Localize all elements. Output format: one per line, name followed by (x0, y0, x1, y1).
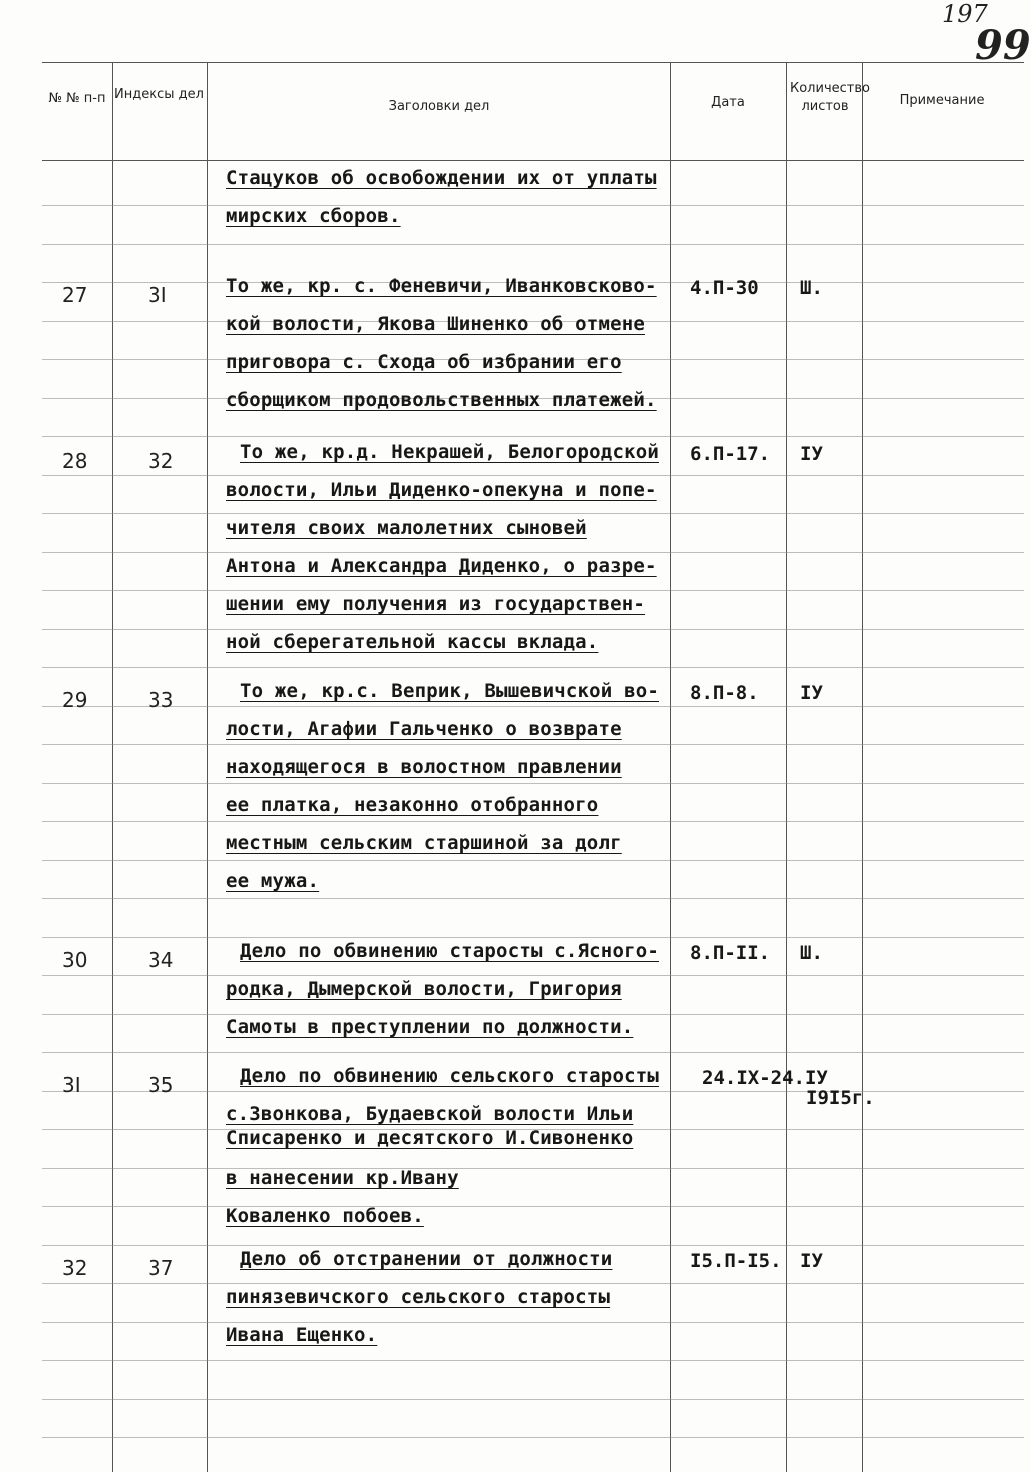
ruled-line (42, 1091, 1024, 1092)
header-date: Дата (711, 95, 745, 110)
entry-number: 3I (62, 1073, 81, 1097)
table-top-border (42, 62, 1024, 63)
entry-title-line: родка, Дымерской волости, Григория (226, 978, 622, 1000)
entry-title-line: Коваленко побоев. (226, 1205, 424, 1227)
ruled-line (42, 629, 1024, 630)
entry-number: 32 (62, 1256, 88, 1280)
entry-number: 27 (62, 283, 88, 307)
column-divider (670, 62, 671, 1472)
entry-title-line: То же, кр.с. Веприк, Вышевичской во- (240, 680, 660, 702)
entry-title-line: ее платка, незаконно отобранного (226, 794, 599, 816)
ruled-line (42, 436, 1024, 437)
header-note: Примечание (899, 93, 985, 108)
entry-title-line: в нанесении кр.Ивану (226, 1167, 459, 1189)
ruled-line (42, 244, 1024, 245)
entry-index: 37 (148, 1256, 174, 1280)
header-index: Индексы дел (114, 87, 204, 102)
ruled-line (42, 1283, 1024, 1284)
ruled-line (42, 513, 1024, 514)
ruled-line (42, 975, 1024, 976)
entry-date: 8.П-8. (690, 682, 759, 704)
ruled-line (42, 590, 1024, 591)
ruled-line (42, 552, 1024, 553)
entry-title-line: Стацуков об освобождении их от уплаты (226, 167, 657, 189)
ruled-line (42, 1399, 1024, 1400)
entry-number: 28 (62, 449, 88, 473)
entry-title-line: пинязевичского сельского старосты (226, 1286, 611, 1308)
ruled-line (42, 1014, 1024, 1015)
ruled-line (42, 706, 1024, 707)
entry-title-line: с.Звонкова, Будаевской волости Ильи (226, 1103, 634, 1125)
entry-title-line: волости, Ильи Диденко-опекуна и попе- (226, 479, 657, 501)
column-divider (207, 62, 208, 1472)
entry-date: 24.IX-24.IУ (702, 1067, 828, 1089)
entry-date: 4.П-30 (690, 277, 759, 299)
ruled-line (42, 1168, 1024, 1169)
entry-title-line: ной сберегательной кассы вклада. (226, 631, 599, 653)
entry-sheet-count: Ш. (800, 942, 823, 964)
entry-date: I5.П-I5. (690, 1250, 782, 1272)
header-num: № № п-п (48, 91, 106, 106)
entry-title-line: То же, кр. с. Феневичи, Иванковсково- (226, 275, 657, 297)
entry-title-line: сборщиком продовольственных платежей. (226, 389, 657, 411)
entry-title-line: шении ему получения из государствен- (226, 593, 646, 615)
entry-title-line: Самоты в преступлении по должности. (226, 1016, 634, 1038)
entry-title-line: Антона и Александра Диденко, о разре- (226, 555, 657, 577)
entry-title-line: чителя своих малолетних сыновей (226, 517, 587, 539)
entry-sheet-count: IУ (800, 1250, 823, 1272)
ruled-line (42, 1052, 1024, 1053)
entry-title-line: Дело по обвинению старосты с.Ясного- (240, 940, 660, 962)
ruled-line (42, 475, 1024, 476)
entry-sheet-count: Ш. (800, 277, 823, 299)
entry-index: 35 (148, 1073, 174, 1097)
entry-number: 29 (62, 688, 88, 712)
folio-number-large: 99 (975, 22, 1031, 69)
ruled-line (42, 205, 1024, 206)
entry-title-line: Дело об отстранении от должности (240, 1248, 613, 1270)
ruled-line (42, 860, 1024, 861)
entry-title-line: Дело по обвинению сельского старосты (240, 1065, 660, 1087)
ruled-line (42, 744, 1024, 745)
entry-title-line: лости, Агафии Гальченко о возврате (226, 718, 622, 740)
entry-index: 3I (148, 283, 167, 307)
column-divider (862, 62, 863, 1472)
entry-date-year: I9I5г. (806, 1087, 875, 1109)
column-divider (786, 62, 787, 1472)
ruled-line (42, 1245, 1024, 1246)
ruled-line (42, 1322, 1024, 1323)
column-divider (112, 62, 113, 1472)
ruled-line (42, 1360, 1024, 1361)
entry-title-line: кой волости, Якова Шиненко об отмене (226, 313, 646, 335)
entry-index: 34 (148, 948, 174, 972)
entry-title-line: местным сельским старшиной за долг (226, 832, 622, 854)
ruled-line (42, 937, 1024, 938)
entry-title-line: ее мужа. (226, 870, 320, 892)
entry-title-line: мирских сборов. (226, 205, 401, 227)
entry-title-line: Списаренко и десятского И.Сивоненко (226, 1127, 634, 1149)
ruled-line (42, 1437, 1024, 1438)
header-titles: Заголовки дел (388, 99, 490, 114)
entry-title-line: приговора с. Схода об избрании его (226, 351, 622, 373)
ruled-line (42, 667, 1024, 668)
ruled-line (42, 1206, 1024, 1207)
entry-index: 32 (148, 449, 174, 473)
entry-date: 6.П-17. (690, 443, 771, 465)
entry-number: 30 (62, 948, 88, 972)
entry-index: 33 (148, 688, 174, 712)
ruled-line (42, 898, 1024, 899)
entry-title-line: То же, кр.д. Некрашей, Белогородской (240, 441, 660, 463)
header-sheets: Количество листов (790, 81, 870, 114)
folio-number-small: 197 (942, 0, 988, 28)
entry-title-line: Ивана Ещенко. (226, 1324, 378, 1346)
ruled-line (42, 783, 1024, 784)
entry-title-line: находящегося в волостном правлении (226, 756, 622, 778)
entry-date: 8.П-II. (690, 942, 771, 964)
ruled-line (42, 821, 1024, 822)
entry-sheet-count: IУ (800, 443, 823, 465)
entry-sheet-count: IУ (800, 682, 823, 704)
header-bottom-border (42, 160, 1024, 161)
